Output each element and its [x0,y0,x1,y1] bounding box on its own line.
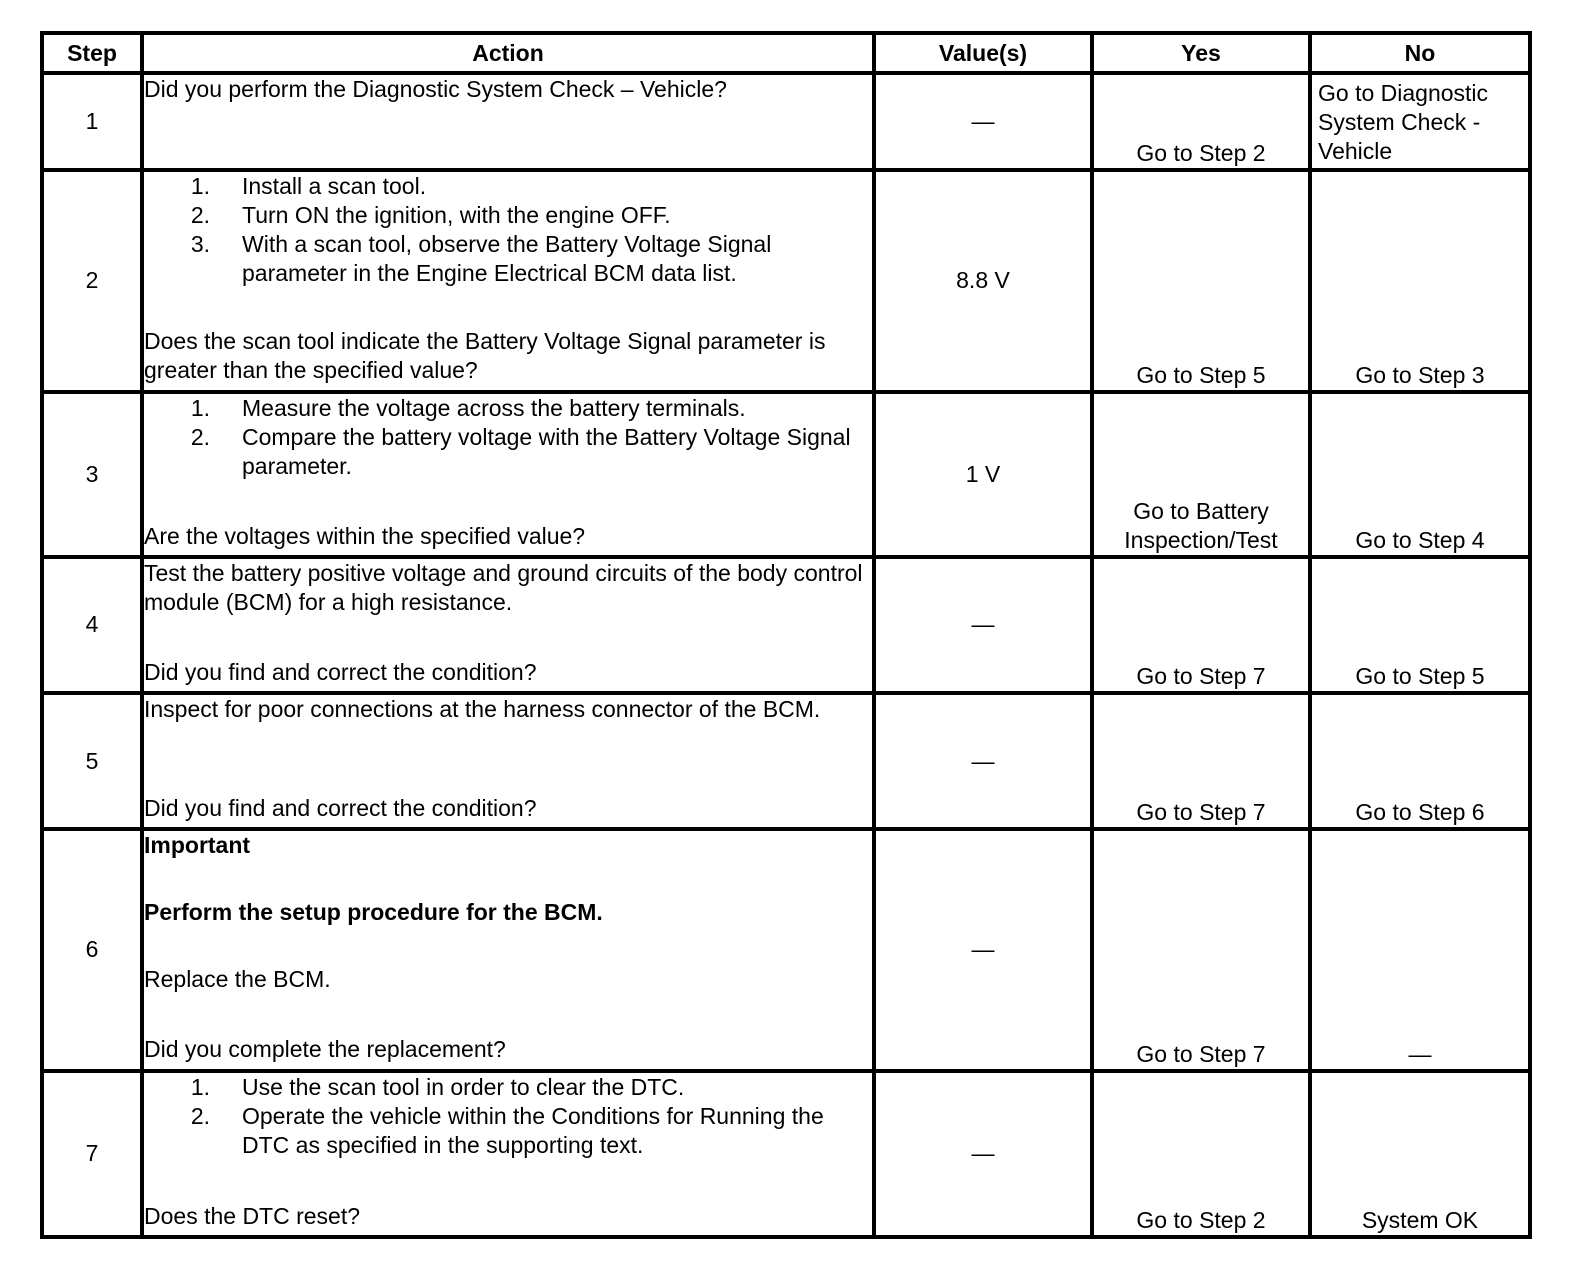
no-cell: Go to Step 4 [1310,392,1530,557]
action-cell [142,392,874,557]
action-question: Did you find and correct the condition? [144,658,537,685]
list-item: 2. Operate the vehicle within the Conditions for Running the DTC as specified in the supporting text. [190,1102,824,1158]
action-question: Did you complete the replacement? [144,1036,506,1063]
table-row [42,693,1530,829]
action-question: Does the DTC reset? [144,1202,361,1229]
list-item: 3. With a scan tool, observe the Battery Voltage Signal parameter in the Engine Electrical BCM data list. [190,231,772,287]
value-cell: — [874,73,1092,170]
header-no: No [1310,33,1530,73]
yes-cell: Go to Step 5 [1092,170,1310,391]
list-item: 1. Install a scan tool. [190,173,427,200]
procedure-list [144,172,872,288]
yes-cell: Go to Step 7 [1092,693,1310,829]
table-row [42,170,1530,391]
list-item: 1. Use the scan tool in order to clear the DTC. [190,1073,685,1100]
important-text: Perform the setup procedure for the BCM. [144,899,603,926]
yes-cell: Go to Step 7 [1092,829,1310,1070]
list-item: 2. Turn ON the ignition, with the engine OFF. [190,202,671,229]
value-cell: — [874,557,1092,693]
step-number: 2 [42,170,142,391]
action-instruction: Inspect for poor connections at the harness connector of the BCM. [144,696,821,723]
action-cell [142,170,874,391]
step-number: 1 [42,73,142,170]
value-cell: — [874,1071,1092,1237]
action-question: Did you perform the Diagnostic System Check – Vehicle? [144,76,727,102]
action-question: Are the voltages within the specified value? [144,522,586,549]
table-row [42,73,1530,170]
action-cell [142,73,874,170]
procedure-list [144,1073,872,1160]
table-row [42,392,1530,557]
no-cell: Go to Diagnostic System Check - Vehicle [1310,73,1530,170]
step-number: 6 [42,829,142,1070]
action-question: Does the scan tool indicate the Battery Voltage Signal parameter is greater than the specified value? [144,328,826,384]
header-values: Value(s) [874,33,1092,73]
diagnostic-table [40,31,1532,1239]
action-cell [142,1071,874,1237]
table-row [42,557,1530,693]
list-item: 1. Measure the voltage across the battery terminals. [190,394,746,421]
action-cell [142,829,874,1070]
value-cell: 8.8 V [874,170,1092,391]
no-cell: Go to Step 6 [1310,693,1530,829]
list-item: 2. Compare the battery voltage with the Battery Voltage Signal parameter. [190,423,851,479]
no-cell: — [1310,829,1530,1070]
important-label: Important [144,832,251,859]
yes-cell: Go to Step 2 [1092,1071,1310,1237]
action-instruction: Replace the BCM. [144,966,331,993]
step-number: 4 [42,557,142,693]
yes-cell: Go to Step 2 [1092,73,1310,170]
procedure-list [144,394,872,481]
yes-cell: Go to Battery Inspection/Test [1092,392,1310,557]
no-cell: Go to Step 5 [1310,557,1530,693]
value-cell: — [874,693,1092,829]
action-cell [142,693,874,829]
action-cell [142,557,874,693]
step-number: 5 [42,693,142,829]
step-number: 3 [42,392,142,557]
header-row [42,33,1530,73]
table-row [42,829,1530,1070]
value-cell: — [874,829,1092,1070]
header-yes: Yes [1092,33,1310,73]
action-question: Did you find and correct the condition? [144,795,537,822]
value-cell: 1 V [874,392,1092,557]
no-cell: System OK [1310,1071,1530,1237]
step-number: 7 [42,1071,142,1237]
table-row [42,1071,1530,1237]
no-cell: Go to Step 3 [1310,170,1530,391]
header-step: Step [42,33,142,73]
action-instruction: Test the battery positive voltage and ground circuits of the body control module (BCM) for a high resistance. [144,559,863,615]
yes-cell: Go to Step 7 [1092,557,1310,693]
header-action: Action [142,33,874,73]
